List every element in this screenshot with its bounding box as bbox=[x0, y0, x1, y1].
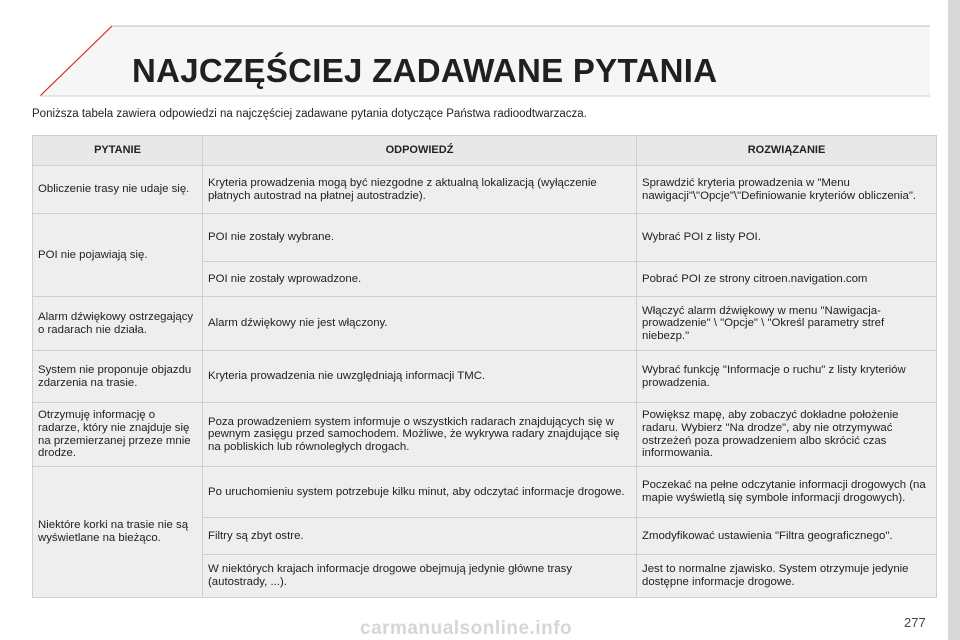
table-header-row bbox=[33, 136, 937, 166]
solution-cell: Pobrać POI ze strony citroen.navigation.com bbox=[637, 262, 937, 297]
question-cell: Alarm dźwiękowy ostrzegający o radarach nie działa. bbox=[33, 297, 203, 351]
table-row bbox=[33, 467, 937, 518]
answer-cell: Po uruchomieniu system potrzebuje kilku minut, aby odczytać informacje drogowe. bbox=[203, 467, 637, 518]
page-number: 277 bbox=[904, 615, 926, 630]
answer-cell: Kryteria prowadzenia nie uwzględniają informacji TMC. bbox=[203, 351, 637, 403]
column-header-solution: ROZWIĄZANIE bbox=[637, 136, 937, 166]
question-cell: System nie proponuje objazdu zdarzenia na trasie. bbox=[33, 351, 203, 403]
column-header-question: PYTANIE bbox=[33, 136, 203, 166]
side-margin-bar bbox=[948, 0, 960, 640]
solution-cell: Włączyć alarm dźwiękowy w menu "Nawigacja-prowadzenie" \ "Opcje" \ "Określ parametry stref niebezp." bbox=[637, 297, 937, 351]
watermark: carmanualsonline.info bbox=[360, 618, 573, 639]
solution-cell: Poczekać na pełne odczytanie informacji drogowych (na mapie wyświetlą się symbole informacji drogowych). bbox=[637, 467, 937, 518]
answer-cell: POI nie zostały wprowadzone. bbox=[203, 262, 637, 297]
answer-cell: Kryteria prowadzenia mogą być niezgodne z aktualną lokalizacją (wyłączenie płatnych autostrad na płatnej autostradzie). bbox=[203, 166, 637, 214]
table-row bbox=[33, 166, 937, 214]
answer-cell: POI nie zostały wybrane. bbox=[203, 214, 637, 262]
answer-cell: W niektórych krajach informacje drogowe obejmują jedynie główne trasy (autostrady, ...). bbox=[203, 555, 637, 598]
solution-cell: Wybrać POI z listy POI. bbox=[637, 214, 937, 262]
table-row bbox=[33, 351, 937, 403]
table-row bbox=[33, 214, 937, 262]
question-cell: POI nie pojawiają się. bbox=[33, 214, 203, 297]
question-cell: Otrzymuję informację o radarze, który nie znajduje się na przemierzanej przeze mnie drodze. bbox=[33, 403, 203, 467]
solution-cell: Jest to normalne zjawisko. System otrzymuje jedynie dostępne informacje drogowe. bbox=[637, 555, 937, 598]
answer-cell: Poza prowadzeniem system informuje o wszystkich radarach znajdujących się w pewnym zasięgu przed samochodem. Możliwe, że wykrywa radary znajdujące się na pobliskich lub równoległych drogach. bbox=[203, 403, 637, 467]
solution-cell: Zmodyfikować ustawienia "Filtra geograficznego". bbox=[637, 518, 937, 555]
column-header-answer: ODPOWIEDŹ bbox=[203, 136, 637, 166]
solution-cell: Wybrać funkcję "Informacje o ruchu" z listy kryteriów prowadzenia. bbox=[637, 351, 937, 403]
solution-cell: Sprawdzić kryteria prowadzenia w "Menu nawigacji"\"Opcje"\"Definiowanie kryteriów obliczenia". bbox=[637, 166, 937, 214]
faq-table bbox=[32, 135, 937, 598]
answer-cell: Filtry są zbyt ostre. bbox=[203, 518, 637, 555]
page-title: NAJCZĘŚCIEJ ZADAWANE PYTANIA bbox=[132, 52, 718, 89]
question-cell: Obliczenie trasy nie udaje się. bbox=[33, 166, 203, 214]
table-row bbox=[33, 403, 937, 467]
answer-cell: Alarm dźwiękowy nie jest włączony. bbox=[203, 297, 637, 351]
solution-cell: Powiększ mapę, aby zobaczyć dokładne położenie radaru. Wybierz "Na drodze", aby nie otrzymywać ostrzeżeń poza prowadzeniem albo skrócić czas informowania. bbox=[637, 403, 937, 467]
question-cell: Niektóre korki na trasie nie są wyświetlane na bieżąco. bbox=[33, 467, 203, 598]
intro-text: Poniższa tabela zawiera odpowiedzi na najczęściej zadawane pytania dotyczące Państwa radioodtwarzacza. bbox=[32, 108, 587, 120]
table-row bbox=[33, 297, 937, 351]
